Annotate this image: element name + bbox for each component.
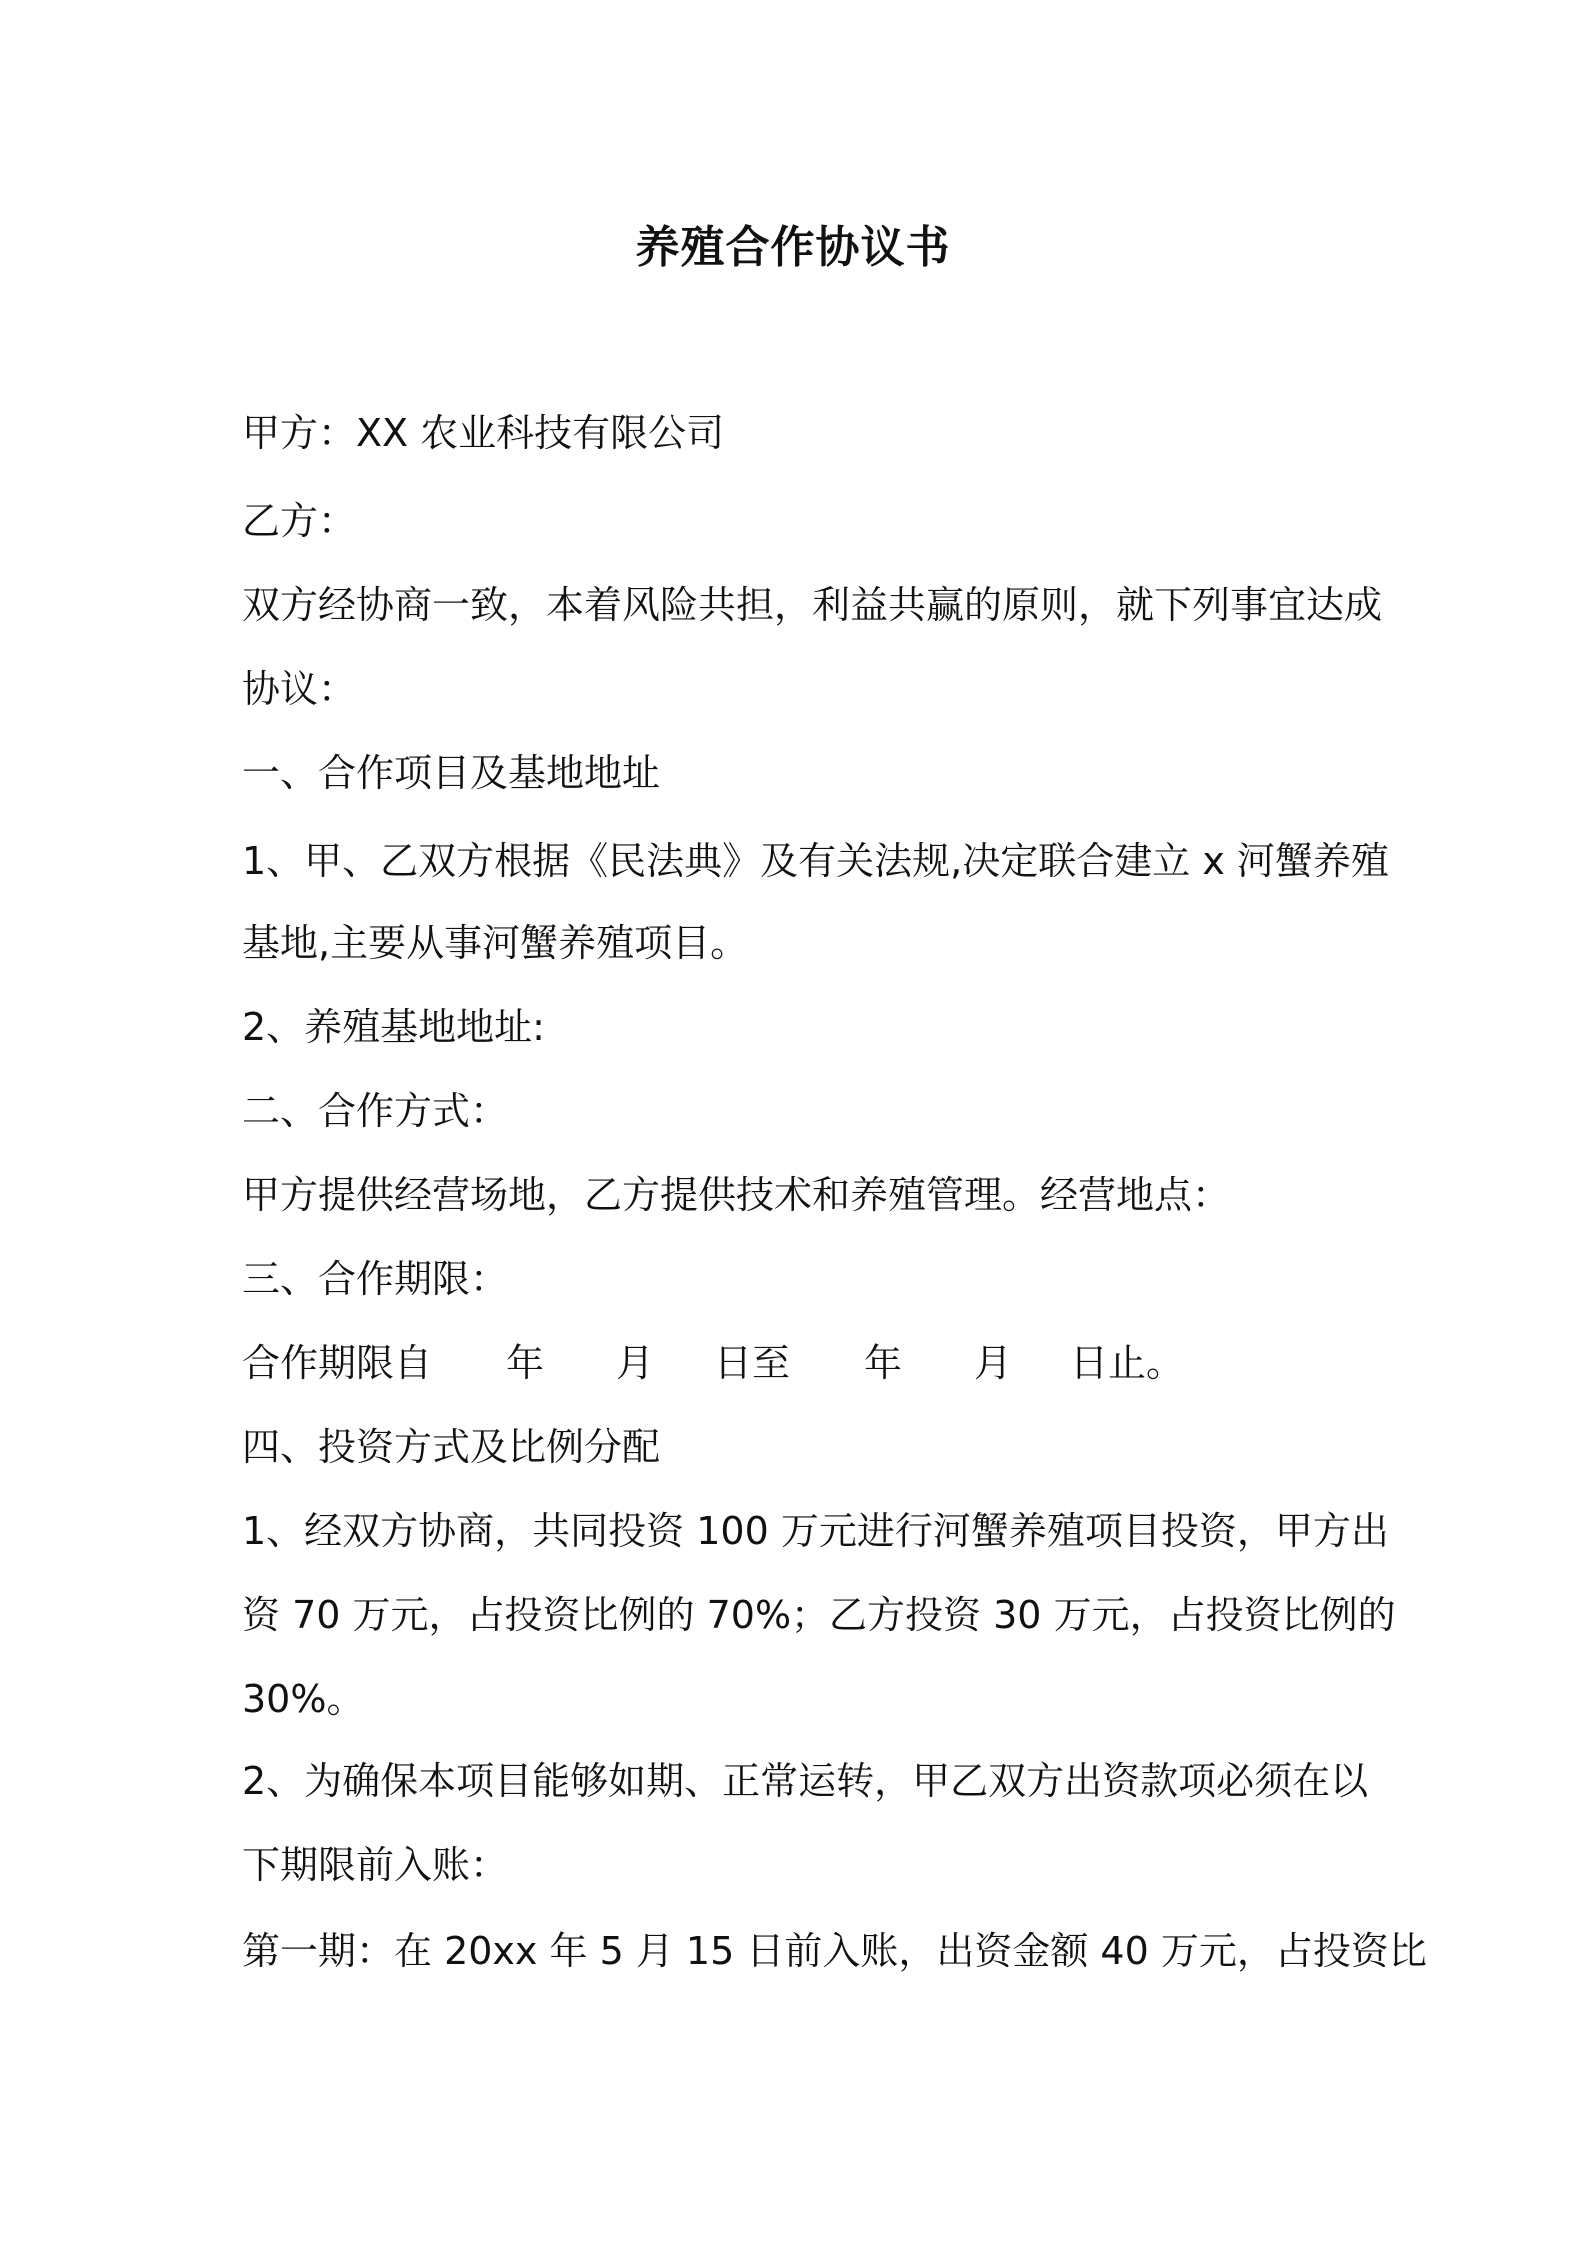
period-end-day-label: 日止。 [1070, 1341, 1185, 1385]
party-a-line: 甲方：XX 农业科技有限公司 [242, 411, 725, 455]
section1-item1-line-1: 1、甲、乙双方根据《民法典》及有关法规,决定联合建立 x 河蟹养殖 [242, 839, 1389, 883]
section1-item2: 2、养殖基地地址: [242, 1005, 545, 1049]
period-start-year-label: 年 [506, 1341, 545, 1385]
section3-heading: 三、合作期限： [242, 1257, 509, 1301]
section4-item1-line-2: 资 70 万元，占投资比例的 70%；乙方投资 30 万元，占投资比例的 [242, 1593, 1396, 1637]
section4-item2-line-1: 2、为确保本项目能够如期、正常运转，甲乙双方出资款项必须在以 [242, 1759, 1369, 1803]
section1-heading: 一、合作项目及基地地址 [242, 751, 661, 795]
cooperation-period-line [242, 1338, 1362, 1388]
section2-heading: 二、合作方式： [242, 1089, 509, 1133]
period-start-day-label: 日至 [714, 1341, 791, 1385]
intro-line-2: 协议： [242, 667, 357, 711]
period-start-month-label: 月 [616, 1341, 655, 1385]
section4-item1-line-3: 30%。 [242, 1677, 365, 1721]
period-end-year-label: 年 [864, 1341, 903, 1385]
section4-heading: 四、投资方式及比例分配 [242, 1425, 661, 1469]
section1-item1-line-2: 基地,主要从事河蟹养殖项目。 [242, 921, 749, 965]
period-end-month-label: 月 [974, 1341, 1013, 1385]
intro-line-1: 双方经协商一致，本着风险共担，利益共赢的原则，就下列事宜达成 [242, 583, 1383, 627]
section4-item1-line-1: 1、经双方协商，共同投资 100 万元进行河蟹养殖项目投资，甲方出 [242, 1509, 1389, 1553]
section4-item2-line-2: 下期限前入账： [242, 1843, 509, 1887]
section2-body: 甲方提供经营场地，乙方提供技术和养殖管理。经营地点： [242, 1173, 1231, 1217]
party-b-line: 乙方： [242, 499, 357, 543]
phase1-line: 第一期：在 20xx 年 5 月 15 日前入账，出资金额 40 万元，占投资比 [242, 1929, 1427, 1973]
document-title: 养殖合作协议书 [635, 222, 951, 273]
period-from-label: 合作期限自 [242, 1341, 433, 1385]
